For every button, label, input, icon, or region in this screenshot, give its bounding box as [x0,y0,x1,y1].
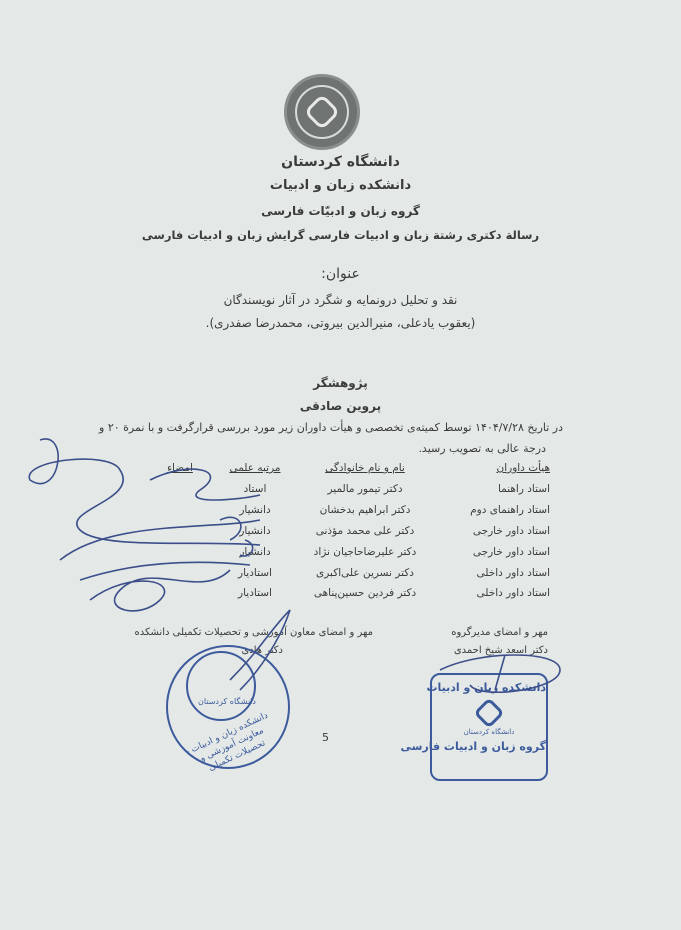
row-rank: دانشیار [239,546,271,558]
university-name: دانشگاه کردستان [281,154,400,170]
round-stamp-ring-text: دانشکده زبان و ادبیات - معاونت آموزشی و تحصیلات تکمیلی [184,710,270,774]
approval-text-line-1: در تاریخ ۱۴۰۴/۷/۲۸ توسط کمیته‌ی تخصصی و هیأت داوران زیر مورد بررسی قرارگرفت و با نمرة ۲۰ و [99,421,563,434]
row-role: استاد راهنمای دوم [470,504,550,516]
vice-dean-signature-label: مهر و امضای معاون آموزشی و تحصیلات تکمیلی دانشکده [134,627,373,638]
row-name: دکتر نسرین علی‌اکبری [316,567,414,579]
row-role: استاد داور خارجی [472,525,550,537]
rect-stamp-top: دانشکده زبان و ادبیات [426,681,546,694]
row-name: دکتر علی محمد مؤذنی [315,525,415,537]
researcher-label: پژوهشگر [313,376,368,390]
rect-stamp-bottom: گروه زبان و ادبیات فارسی [400,740,546,753]
department-name: گروه زبان و ادبیّات فارسی [261,204,420,218]
head-name: دکتر اسعد شیخ احمدی [453,645,548,656]
row-name: دکتر تیمور مالمیر [327,483,403,495]
row-role: استاد داور خارجی [472,546,550,558]
title-line-1: نقد و تحلیل درونمایه و شگرد در آثار نویسندگان [223,293,458,307]
rect-stamp-mid: دانشگاه کردستان [463,728,515,736]
row-rank: استادیار [238,587,272,599]
page-number: 5 [322,731,329,744]
row-name: دکتر فردین حسین‌پناهی [313,587,417,599]
row-name: دکتر ابراهیم بدخشان [319,504,411,516]
row-role: استاد راهنما [497,483,550,495]
thesis-type: رسالة دکتری رشتة زبان و ادبیات فارسی گرایش زبان و ادبیات فارسی [141,228,540,242]
header-rank: مرتبه علمی [229,462,281,474]
round-stamp-center-text: دانشگاه کردستان [198,697,256,706]
row-role: استاد داور داخلی [476,567,550,579]
header-signature: امضاء [167,462,193,474]
approval-text-line-2: درجة عالی به تصویب رسید. [418,442,546,455]
head-signature-label: مهر و امضای مدیرگروه [451,627,548,638]
vice-dean-name: دکتر هادی [241,645,283,656]
row-rank: دانشیار [239,504,271,516]
row-role: استاد داور داخلی [476,587,550,599]
faculty-name: دانشکده زبان و ادبیات [269,178,412,193]
title-line-2: (یعقوب یادعلی، منیرالدین بیروتی، محمدرضا صفدری). [205,316,476,330]
header-role: هیأت داوران [496,462,550,474]
researcher-name: پروین صادقی [299,399,382,413]
header-name: نام و نام خانوادگی [325,462,405,474]
row-rank: استاد [243,483,267,495]
title-label: عنوان: [321,266,360,282]
row-rank: دانشیار [239,525,271,537]
row-rank: استادیار [238,567,272,579]
row-name: دکتر علیرضاحاجیان نژاد [313,546,417,558]
